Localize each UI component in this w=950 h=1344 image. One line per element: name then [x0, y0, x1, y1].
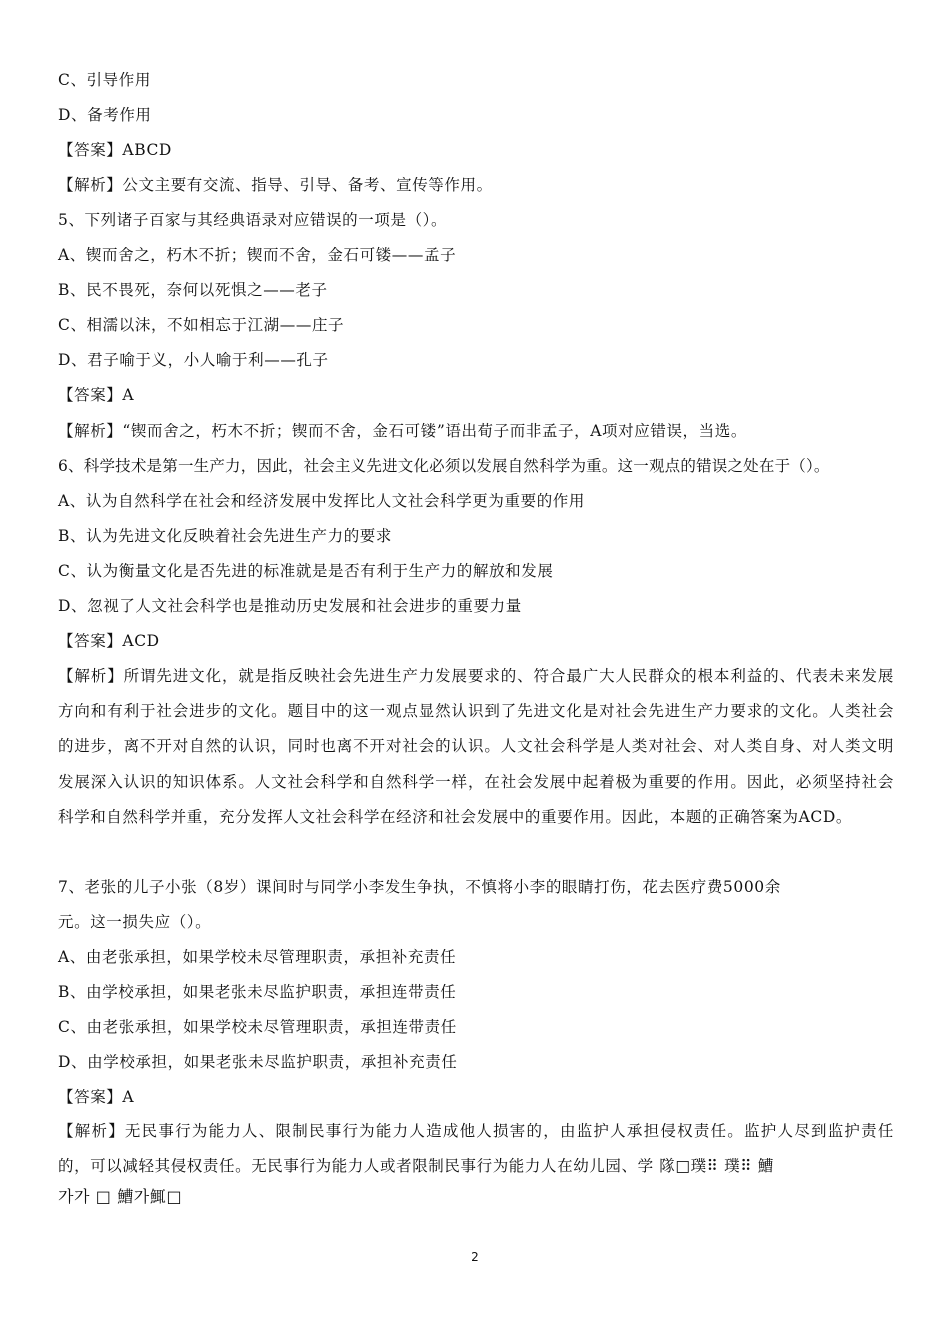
q7-option-b: B、由学校承担，如果老张未尽监护职责，承担连带责任 — [58, 983, 457, 1001]
q4-option-d: D、备考作用 — [58, 106, 152, 124]
q6-question: 6、科学技术是第一生产力，因此，社会主义先进文化必须以发展自然科学为重。这一观点的错误之处在于（）。 — [58, 457, 830, 475]
q6-answer: 【答案】ACD — [58, 632, 160, 650]
q6-option-a: A、认为自然科学在社会和经济发展中发挥比人文社会科学更为重要的作用 — [58, 492, 585, 510]
q7-option-c: C、由老张承担，如果学校未尽管理职责，承担连带责任 — [58, 1018, 457, 1036]
q5-option-d: D、君子喻于义，小人喻于利——孔子 — [58, 351, 329, 369]
q7-option-d: D、由学校承担，如果老张未尽监护职责，承担补充责任 — [58, 1053, 458, 1071]
q5-answer: 【答案】A — [58, 386, 135, 404]
q5-option-b: B、民不畏死，奈何以死惧之——老子 — [58, 281, 328, 299]
q4-option-c: C、引导作用 — [58, 71, 151, 89]
garbled-text-tail: 가가 □ 鰽가鮿□ — [58, 1187, 183, 1206]
q5-analysis: 【解析】“锲而舍之，朽木不折；锲而不舍，金石可镂”语出荀子而非孟子，A项对应错误，当选。 — [58, 422, 747, 440]
q6-option-b: B、认为先进文化反映着社会先进生产力的要求 — [58, 527, 392, 545]
q7-question-line1: 7、老张的儿子小张（8岁）课间时与同学小李发生争执，不慎将小李的眼睛打伤，花去医疗费5000余 — [58, 878, 781, 896]
q5-question: 5、下列诸子百家与其经典语录对应错误的一项是（）。 — [58, 211, 448, 229]
q4-analysis: 【解析】公文主要有交流、指导、引导、备考、宣传等作用。 — [58, 176, 493, 194]
q6-option-c: C、认为衡量文化是否先进的标准就是是否有利于生产力的解放和发展 — [58, 562, 554, 580]
page-number: 2 — [471, 1250, 479, 1264]
q7-answer: 【答案】A — [58, 1088, 135, 1106]
q7-analysis: 【解析】无民事行为能力人、限制民事行为能力人造成他人损害的，由监护人承担侵权责任。监护人尽到监护责任的，可以减轻其侵权责任。无民事行为能力人或者限制民事行为能力人在幼儿园、学 隊□璞⠿ 璞⠿ 鰽 — [58, 1122, 894, 1176]
q7-question-line2: 元。这一损失应（）。 — [58, 913, 212, 931]
q6-analysis: 【解析】所谓先进文化，就是指反映社会先进生产力发展要求的、符合最广大人民群众的根本利益的、代表未来发展方向和有利于社会进步的文化。题目中的这一观点显然认识到了先进文化是对社会先进生产力要求的文化。人类社会的进步，离不开对自然的认识，同时也离不开对社会的认识。人文社会科学是人类对社会、对人类自身、对人类文明发展深入认识的知识体系。人文社会科学和自然科学一样，在社会发展中起着极为重要的作用。因此，必须坚持社会科学和自然科学并重，充分发挥人文社会科学在经济和社会发展中的重要作用。因此，本题的正确答案为ACD。 — [58, 667, 894, 826]
q5-option-a: A、锲而舍之，朽木不折；锲而不舍，金石可镂——孟子 — [58, 246, 457, 264]
q6-option-d: D、忽视了人文社会科学也是推动历史发展和社会进步的重要力量 — [58, 597, 522, 615]
q4-answer: 【答案】ABCD — [58, 141, 172, 159]
q7-option-a: A、由老张承担，如果学校未尽管理职责，承担补充责任 — [58, 948, 457, 966]
q5-option-c: C、相濡以沫，不如相忘于江湖——庄子 — [58, 316, 345, 334]
